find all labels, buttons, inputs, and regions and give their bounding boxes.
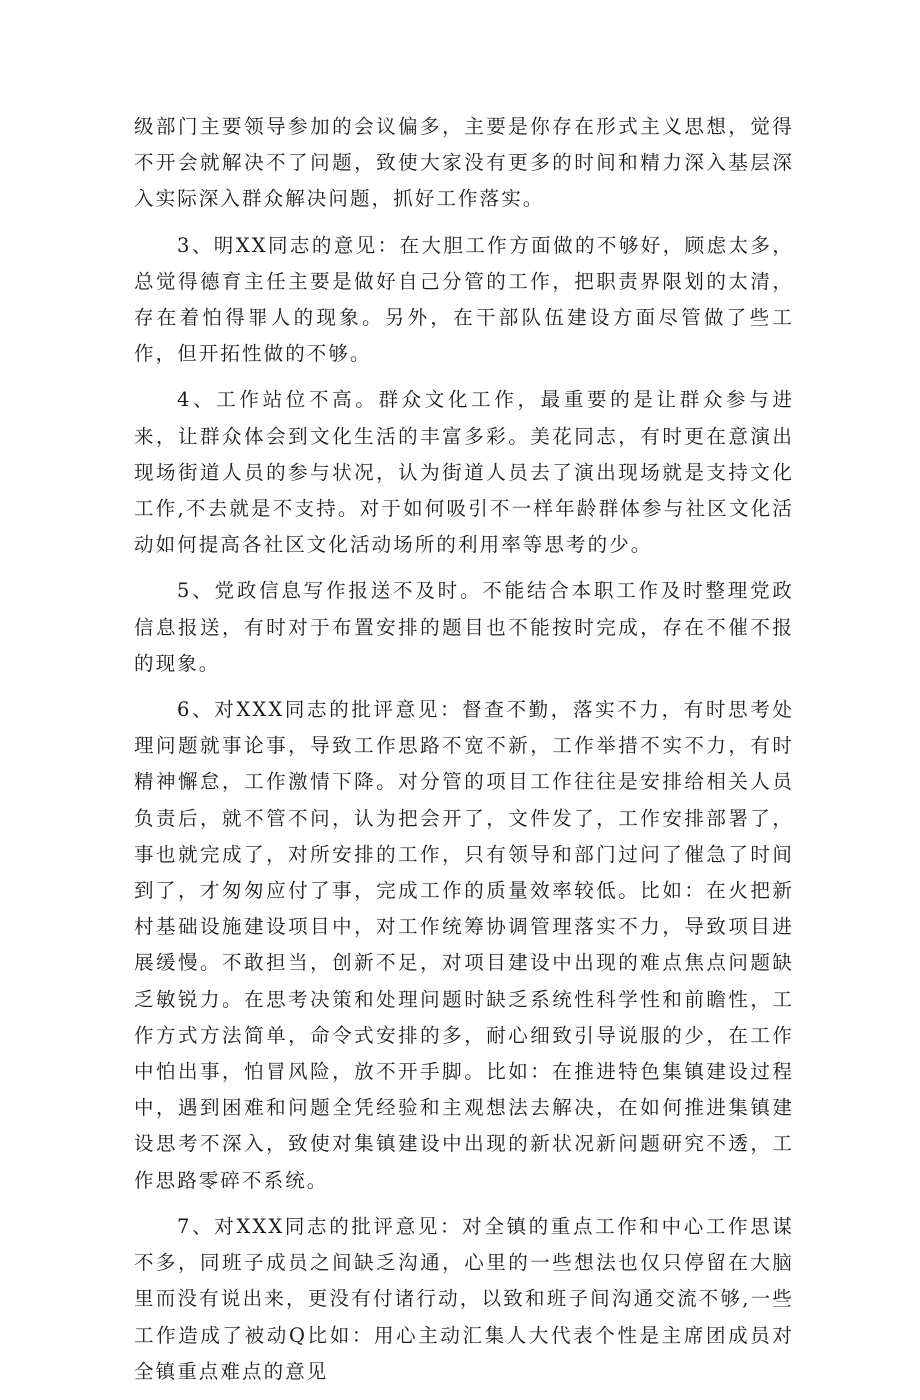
paragraph-item-4: 4、工作站位不高。群众文化工作，最重要的是让群众参与进来，让群众体会到文化生活的丰富多彩。美花同志，有时更在意演出现场街道人员的参与状况，认为街道人员去了演出现场就是支持文化工作,不去就是不支持。对于如何吸引不一样年龄群体参与社区文化活动如何提高各社区文化活动场所的利用率等思考的少。	[134, 388, 794, 557]
document-body	[134, 109, 794, 1400]
paragraph-item-7: 7、对XXX同志的批评意见：对全镇的重点工作和中心工作思谋不多，同班子成员之间缺乏沟通，心里的一些想法也仅只停留在大脑里而没有说出来，更没有付诸行动，以致和班子间沟通交流不够,一些工作造成了被动Q比如：用心主动汇集人大代表个性是主席团成员对全镇重点难点的意见	[134, 1214, 794, 1383]
paragraph-item-5: 5、党政信息写作报送不及时。不能结合本职工作及时整理党政信息报送，有时对于布置安排的题目也不能按时完成，存在不催不报的现象。	[134, 579, 794, 675]
paragraph-item-3: 3、明XX同志的意见：在大胆工作方面做的不够好，顾虑太多，总觉得德育主任主要是做好自己分管的工作，把职责界限划的太清，存在着怕得罪人的现象。另外，在干部队伍建设方面尽管做了些工作，但开拓性做的不够。	[134, 233, 794, 366]
paragraph-continuation: 级部门主要领导参加的会议偏多，主要是你存在形式主义思想，觉得不开会就解决不了问题，致使大家没有更多的时间和精力深入基层深入实际深入群众解决问题，抓好工作落实。	[134, 115, 794, 211]
paragraph-item-6: 6、对XXX同志的批评意见：督查不勤，落实不力，有时思考处理问题就事论事，导致工作思路不宽不新，工作举措不实不力，有时精神懈怠，工作激情下降。对分管的项目工作往往是安排给相关人员负责后，就不管不问，认为把会开了，文件发了，工作安排部署了，事也就完成了，对所安排的工作，只有领导和部门过问了催急了时间到了，才匆匆应付了事，完成工作的质量效率较低。比如：在火把新村基础设施建设项目中，对工作统筹协调管理落实不力，导致项目进展缓慢。不敢担当，创新不足，对项目建设中出现的难点焦点问题缺乏敏锐力。在思考决策和处理问题时缺乏系统性科学性和前瞻性，工作方式方法简单，命令式安排的多，耐心细致引导说服的少，在工作中怕出事，怕冒风险，放不开手脚。比如：在推进特色集镇建设过程中，遇到困难和问题全凭经验和主观想法去解决，在如何推进集镇建设思考不深入，致使对集镇建设中出现的新状况新问题研究不透，工作思路零碎不系统。	[134, 698, 794, 1192]
